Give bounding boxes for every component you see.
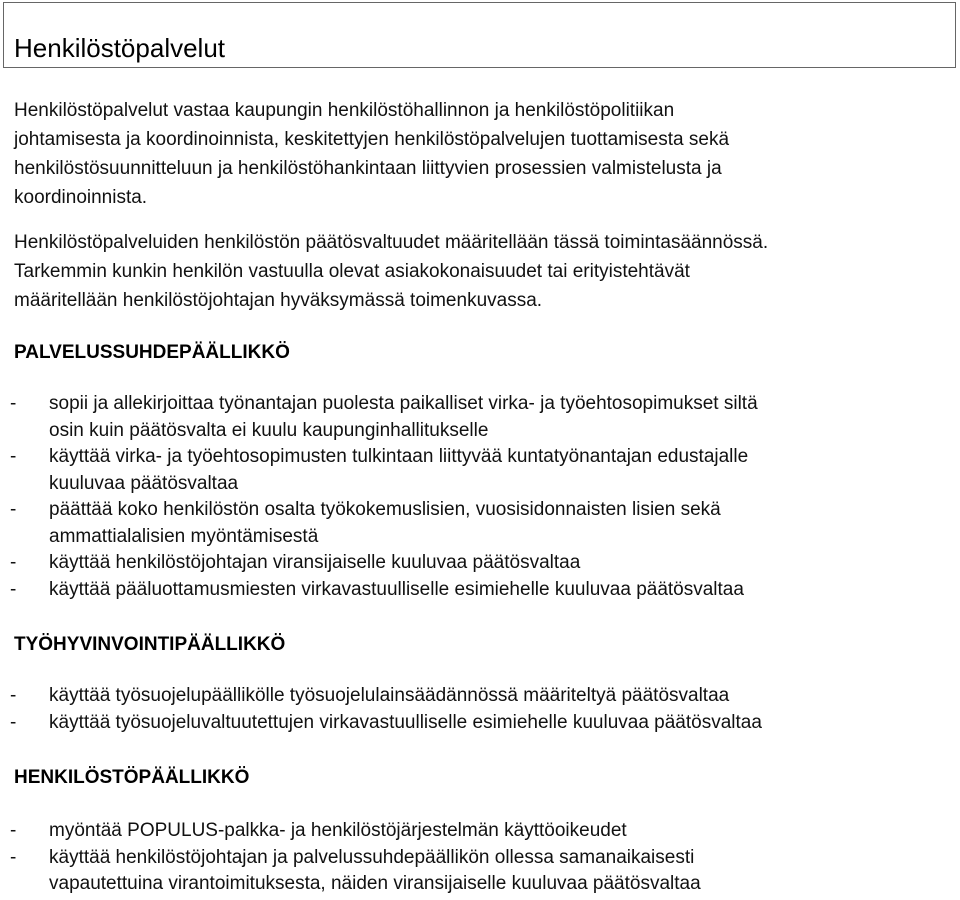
text-line: henkilöstösuunnitteluun ja henkilöstöhankintaan liittyvien prosessien valmistelusta ja xyxy=(14,158,722,179)
list-item xyxy=(10,818,950,845)
section-heading-palvelussuhdepaallikko: PALVELUSSUHDEPÄÄLLIKKÖ xyxy=(14,342,290,363)
text-line: määritellään henkilöstöjohtajan hyväksymässä toimenkuvassa. xyxy=(14,290,543,311)
section-list-tyohyvinvointipaallikko xyxy=(10,683,950,736)
list-item xyxy=(10,497,950,550)
item-text-line: päättää koko henkilöstön osalta työkokemuslisien, vuosisidonnaisten lisien sekä xyxy=(49,499,721,520)
list-item xyxy=(10,391,950,444)
text-line: Henkilöstöpalvelut vastaa kaupungin henkilöstöhallinnon ja henkilöstöpolitiikan xyxy=(14,100,675,121)
bullet-dash: - xyxy=(10,846,17,868)
section-heading-tyohyvinvointipaallikko: TYÖHYVINVOINTIPÄÄLLIKKÖ xyxy=(14,634,286,655)
text-line: Henkilöstöpalveluiden henkilöstön päätösvaltuudet määritellään tässä toimintasäännössä. xyxy=(14,232,769,253)
title-box xyxy=(3,2,956,68)
intro-paragraph-1 xyxy=(14,96,944,212)
item-text-line: käyttää henkilöstöjohtajan ja palvelussuhdepäällikön ollessa samanaikaisesti xyxy=(49,846,695,868)
bullet-dash: - xyxy=(10,578,17,600)
bullet-dash: - xyxy=(10,446,17,467)
list-item xyxy=(10,710,950,737)
item-text-line: käyttää työsuojeluvaltuutettujen virkavastuulliselle esimiehelle kuuluvaa päätösvaltaa xyxy=(49,711,762,733)
bullet-dash: - xyxy=(10,393,17,414)
list-item xyxy=(10,444,950,497)
text-line: koordinoinnista. xyxy=(14,187,148,208)
item-text-line: käyttää työsuojelupäällikölle työsuojelulainsäädännössä määriteltyä päätösvaltaa xyxy=(49,685,730,706)
item-text-line: käyttää pääluottamusmiesten virkavastuulliselle esimiehelle kuuluvaa päätösvaltaa xyxy=(49,578,744,600)
bullet-dash: - xyxy=(10,552,17,573)
bullet-dash: - xyxy=(10,685,17,706)
item-text-line: kuuluvaa päätösvaltaa xyxy=(49,472,239,494)
page-title: Henkilöstöpalvelut xyxy=(14,33,226,63)
list-item xyxy=(10,845,950,898)
item-text-line: vapautettuina virantoimituksesta, näiden viransijaiselle kuuluvaa päätösvaltaa xyxy=(49,873,701,894)
section-heading-henkilostopaallikko: HENKILÖSTÖPÄÄLLIKKÖ xyxy=(14,767,250,788)
item-text-line: ammattialalisien myöntämisestä xyxy=(49,525,319,547)
list-item xyxy=(10,683,950,710)
item-text-line: sopii ja allekirjoittaa työnantajan puolesta paikalliset virka- ja työehtosopimukset siltä xyxy=(49,393,758,414)
text-line: johtamisesta ja koordinoinnista, keskitettyjen henkilöstöpalvelujen tuottamisesta sekä xyxy=(14,129,730,150)
text-line: Tarkemmin kunkin henkilön vastuulla olevat asiakokonaisuudet tai erityistehtävät xyxy=(14,261,690,282)
list-item xyxy=(10,550,950,577)
bullet-dash: - xyxy=(10,820,17,841)
bullet-dash: - xyxy=(10,711,17,733)
item-text-line: osin kuin päätösvalta ei kuulu kaupunginhallitukselle xyxy=(49,419,489,441)
intro-paragraph-2 xyxy=(14,228,944,315)
list-item xyxy=(10,577,950,604)
section-list-henkilostopaallikko xyxy=(10,818,950,898)
item-text-line: käyttää henkilöstöjohtajan viransijaiselle kuuluvaa päätösvaltaa xyxy=(49,552,581,573)
section-list-palvelussuhdepaallikko xyxy=(10,391,950,603)
item-text-line: käyttää virka- ja työehtosopimusten tulkintaan liittyvää kuntatyönantajan edustajalle xyxy=(49,446,749,467)
item-text-line: myöntää POPULUS-palkka- ja henkilöstöjärjestelmän käyttöoikeudet xyxy=(49,820,627,841)
bullet-dash: - xyxy=(10,499,17,520)
